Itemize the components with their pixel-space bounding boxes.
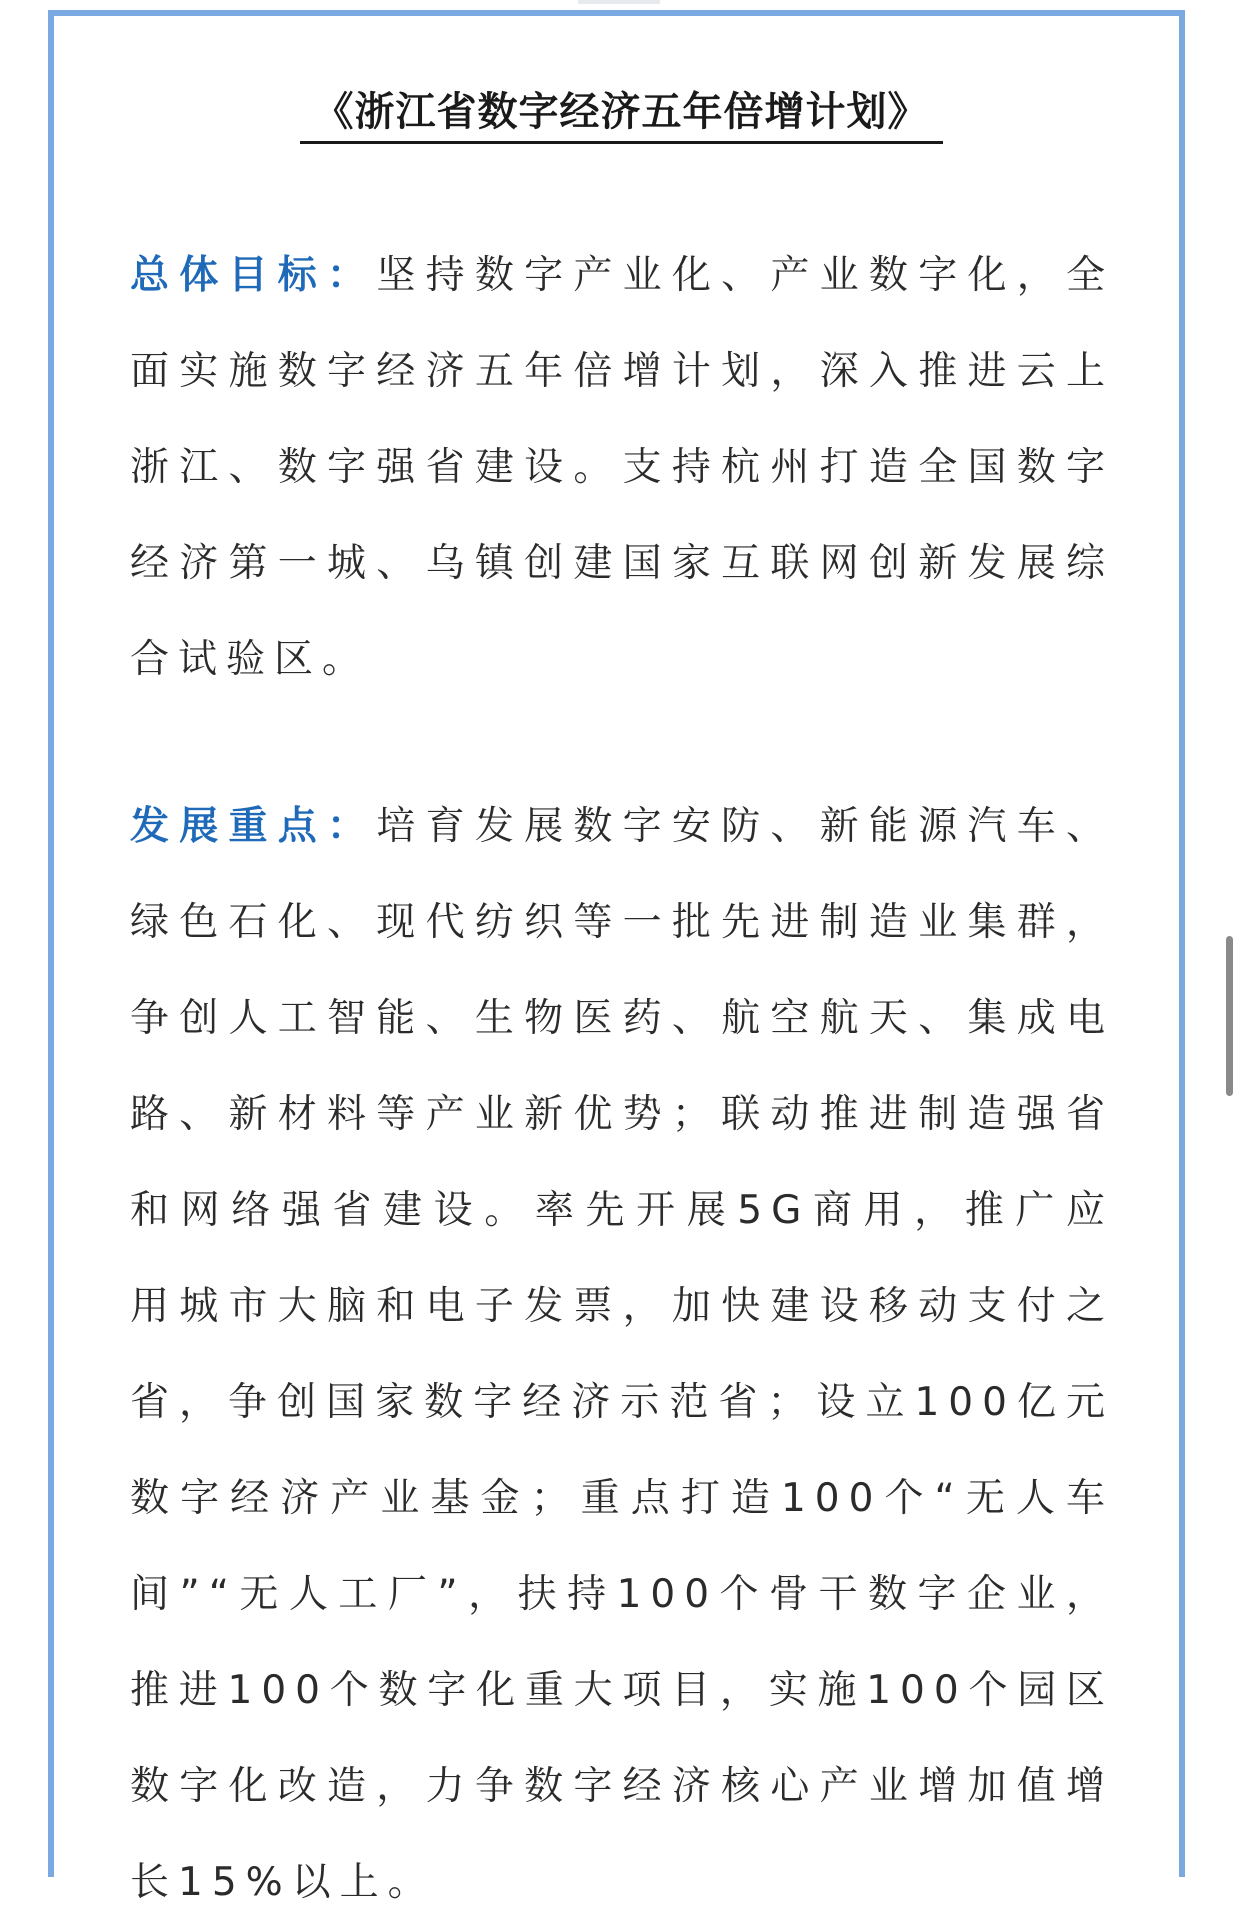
vertical-scrollbar[interactable] bbox=[1226, 936, 1233, 1096]
paragraph-overall-goal bbox=[130, 228, 1114, 708]
development-focus-label: 发展重点： bbox=[130, 804, 377, 849]
paragraph-development-focus bbox=[130, 779, 1114, 1931]
article-title: 《浙江省数字经济五年倍增计划》 bbox=[300, 80, 943, 144]
article-title-wrap bbox=[0, 80, 1242, 144]
overall-goal-text: 坚持数字产业化、产业数字化，全面实施数字经济五年倍增计划，深入推进云上浙江、数字强省建设。支持杭州打造全国数字经济第一城、乌镇创建国家互联网创新发展综合试验区。 bbox=[130, 253, 1114, 682]
development-focus-text: 培育发展数字安防、新能源汽车、绿色石化、现代纺织等一批先进制造业集群，争创人工智能、生物医药、航空航天、集成电路、新材料等产业新优势；联动推进制造强省和网络强省建设。率先开展5G商用，推广应用城市大脑和电子发票，加快建设移动支付之省，争创国家数字经济示范省；设立100亿元数字经济产业基金；重点打造100个“无人车间”“无人工厂”，扶持100个骨干数字企业，推进100个数字化重大项目，实施100个园区数字化改造，力争数字经济核心产业增加值增长15%以上。 bbox=[130, 804, 1114, 1905]
overall-goal-label: 总体目标： bbox=[130, 253, 377, 298]
top-tab-handle bbox=[578, 0, 660, 4]
